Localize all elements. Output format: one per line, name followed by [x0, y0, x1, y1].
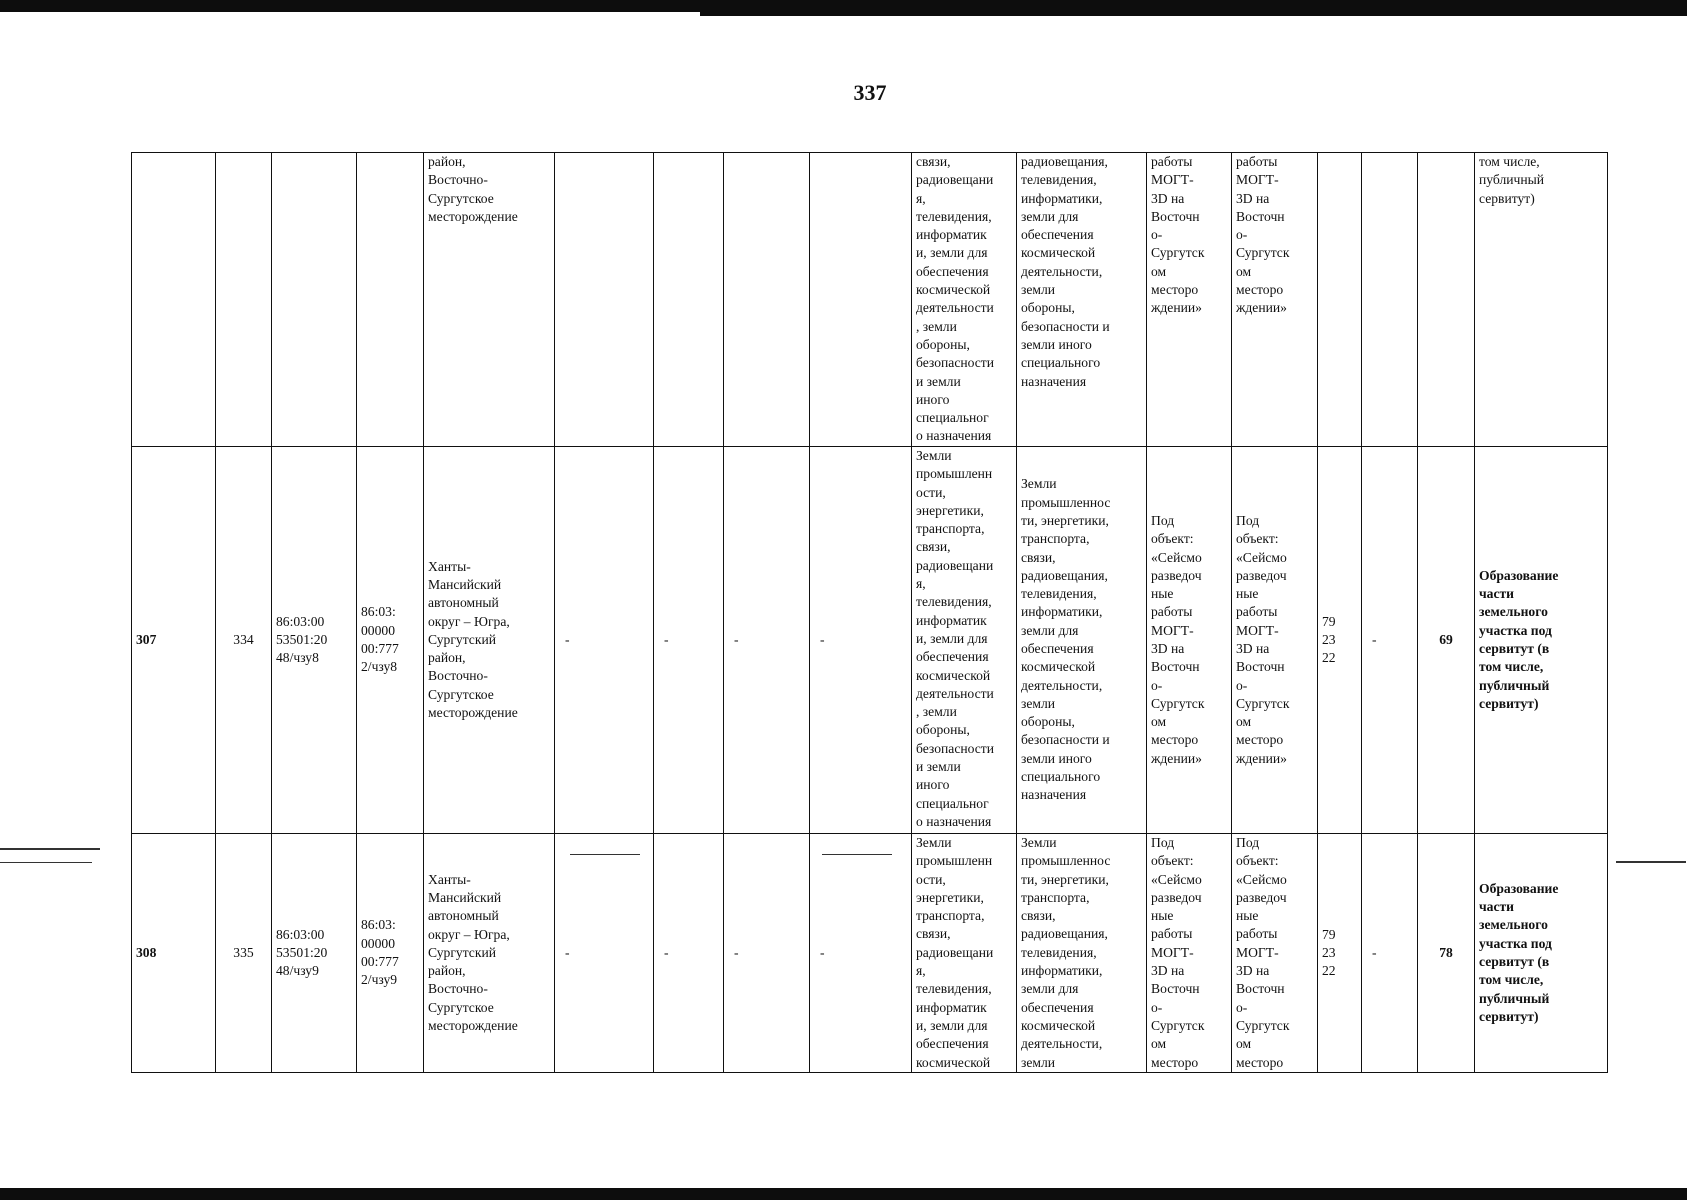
cell-dash: - — [555, 834, 654, 1073]
table-row — [132, 447, 1608, 834]
cell-dash: - — [1362, 447, 1418, 834]
scan-top-border — [0, 0, 1687, 12]
cell-purpose1: работы МОГТ- 3D на Восточн о- Сургутск ом месторо ждении» — [1147, 153, 1232, 447]
cell-note: Образование части земельного участка под сервитут (в том числе, публичный сервитут) — [1475, 834, 1608, 1073]
cell-part-number: 86:03: 00000 00:777 2/чзу9 — [357, 834, 424, 1073]
scan-ruler-cell — [570, 854, 640, 855]
cell-purpose2: Под объект: «Сейсмо разведоч ные работы МОГТ- 3D на Восточн о- Сургутск ом месторо ждении» — [1232, 447, 1318, 834]
scan-ruler-left — [0, 848, 100, 850]
cell-empty — [724, 153, 810, 447]
cell-purpose1: Под объект: «Сейсмо разведоч ные работы МОГТ- 3D на Восточн о- Сургутск ом месторо — [1147, 834, 1232, 1073]
cell-num: 308 — [132, 834, 216, 1073]
scan-top-border-tail — [700, 12, 1687, 16]
cell-purpose2: Под объект: «Сейсмо разведоч ные работы МОГТ- 3D на Восточн о- Сургутск ом месторо — [1232, 834, 1318, 1073]
cell-dash: - — [810, 834, 912, 1073]
scan-ruler-cell — [822, 854, 892, 855]
cell-dash: - — [654, 447, 724, 834]
page-number: 337 — [853, 80, 887, 105]
cell-empty — [654, 153, 724, 447]
cell-dash: - — [724, 447, 810, 834]
cell-location: Ханты- Мансийский автономный округ – Югра, Сургутский район, Восточно- Сургутское месторождение — [424, 834, 555, 1073]
cell-area: 78 — [1418, 834, 1475, 1073]
cell-seq: 335 — [216, 834, 272, 1073]
cell-seq: 334 — [216, 447, 272, 834]
cell-code — [1318, 153, 1362, 447]
cell-code: 79 23 22 — [1318, 834, 1362, 1073]
cell-dash: - — [654, 834, 724, 1073]
cell-category2: радиовещания, телевидения, информатики, земли для обеспечения космической деятельности, земли обороны, безопасности и земли иного специального назначения — [1017, 153, 1147, 447]
cell-dash: - — [555, 447, 654, 834]
land-plots-table — [131, 152, 1608, 1073]
cell-cadastral — [272, 153, 357, 447]
cell-num — [132, 153, 216, 447]
scan-bottom-border — [0, 1188, 1687, 1200]
table-row — [132, 834, 1608, 1073]
cell-dash: - — [810, 447, 912, 834]
cell-location: район, Восточно- Сургутское месторождение — [424, 153, 555, 447]
scan-ruler-left-2 — [0, 862, 92, 863]
cell-seq — [216, 153, 272, 447]
cell-empty — [810, 153, 912, 447]
cell-area: 69 — [1418, 447, 1475, 834]
cell-part-number: 86:03: 00000 00:777 2/чзу8 — [357, 447, 424, 834]
cell-category: Земли промышленн ости, энергетики, транспорта, связи, радиовещани я, телевидения, информатик и, земли для обеспечения космической — [912, 834, 1017, 1073]
cell-part-number — [357, 153, 424, 447]
cell-category: связи, радиовещани я, телевидения, информатик и, земли для обеспечения космической деятельности , земли обороны, безопасности и земли иного специальног о назначения — [912, 153, 1017, 447]
cell-num: 307 — [132, 447, 216, 834]
cell-category: Земли промышленн ости, энергетики, транспорта, связи, радиовещани я, телевидения, информатик и, земли для обеспечения космической деятельности , земли обороны, безопасности и земли иного специальног о назначения — [912, 447, 1017, 834]
cell-purpose1: Под объект: «Сейсмо разведоч ные работы МОГТ- 3D на Восточн о- Сургутск ом месторо ждении» — [1147, 447, 1232, 834]
cell-category2: Земли промышленнос ти, энергетики, транспорта, связи, радиовещания, телевидения, информатики, земли для обеспечения космической деятельности, земли — [1017, 834, 1147, 1073]
cell-dash: - — [1362, 834, 1418, 1073]
cell-category2: Земли промышленнос ти, энергетики, транспорта, связи, радиовещания, телевидения, информатики, земли для обеспечения космической деятельности, земли обороны, безопасности и земли иного специального назначения — [1017, 447, 1147, 834]
cell-empty — [555, 153, 654, 447]
cell-location: Ханты- Мансийский автономный округ – Югра, Сургутский район, Восточно- Сургутское месторождение — [424, 447, 555, 834]
cell-dash: - — [724, 834, 810, 1073]
cell-code: 79 23 22 — [1318, 447, 1362, 834]
table-row-continuation — [132, 153, 1608, 447]
scan-ruler-right — [1616, 861, 1686, 863]
cell-note: том числе, публичный сервитут) — [1475, 153, 1608, 447]
cell-purpose2: работы МОГТ- 3D на Восточн о- Сургутск ом месторо ждении» — [1232, 153, 1318, 447]
cell-note: Образование части земельного участка под сервитут (в том числе, публичный сервитут) — [1475, 447, 1608, 834]
cell-cadastral: 86:03:00 53501:20 48/чзу8 — [272, 447, 357, 834]
cell-cadastral: 86:03:00 53501:20 48/чзу9 — [272, 834, 357, 1073]
cell-empty — [1362, 153, 1418, 447]
cell-area — [1418, 153, 1475, 447]
